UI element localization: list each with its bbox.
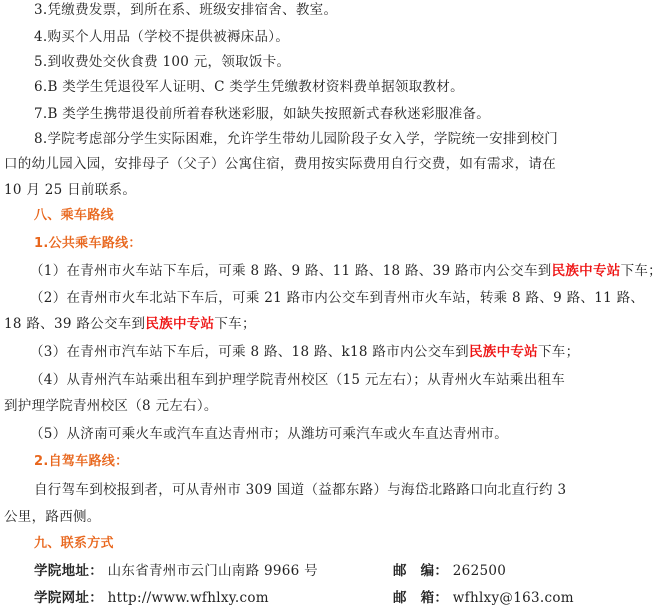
public-transit-heading: 1.公共乘车路线： [34,236,142,251]
contact-row-address [0,561,662,581]
note-item-3: 3.凭缴费发票，到所在系、班级安排宿舍、教室。 [34,2,338,18]
route-2-line-2 [0,314,662,334]
route-1 [0,261,662,281]
route-1-end: 下车； [620,263,662,279]
website-link[interactable]: http://www.wfhlxy.com [107,590,269,606]
self-drive-line-1: 自行驾车到校报到者，可从青州市 309 国道（益都东路）与海岱北路路口向北直行约 3 [34,482,567,498]
website-label: 学院网址： [34,590,103,606]
postcode-label: 邮 编： [393,563,449,579]
postcode-value: 262500 [452,563,507,579]
note-item-8-line-3: 10 月 25 日前联系。 [4,182,137,198]
contact-row-web [0,588,662,608]
address-value: 山东省青州市云门山南路 9966 号 [107,563,318,579]
route-1-stop: 民族中专站 [551,263,621,279]
route-4-line-2: 到护理学院青州校区（8 元左右）。 [4,398,218,414]
email-label: 邮 箱： [393,590,449,606]
section-heading-routes: 八、乘车路线 [34,208,114,223]
route-2-end: 下车； [214,316,256,332]
section-heading-contact: 九、联系方式 [34,536,114,551]
address-label: 学院地址： [34,563,103,579]
note-item-8-line-2: 口的幼儿园入园，安排母子（父子）公寓住宿，费用按实际费用自行交费，如有需求，请在 [4,156,556,172]
route-2-stop: 民族中专站 [145,316,215,332]
route-5: （5）从济南可乘火车或汽车直达青州市；从潍坊可乘汽车或火车直达青州市。 [30,426,509,442]
route-3-stop: 民族中专站 [468,344,538,360]
email [393,588,574,608]
route-3-text: （3）在青州市汽车站下车后，可乘 8 路、18 路、k18 路市内公交车到 [30,344,469,360]
note-item-7: 7.B 类学生携带退役前所着春秋迷彩服，如缺失按照新式春秋迷彩服准备。 [34,106,491,122]
route-2-text: 18 路、39 路公交车到 [4,316,146,332]
route-3-end: 下车； [537,344,580,360]
note-item-8-line-1: 8.学院考虑部分学生实际困难，允许学生带幼儿园阶段子女入学，学院统一安排到校门 [34,131,559,147]
route-1-text: （1）在青州市火车站下车后，可乘 8 路、9 路、11 路、18 路、39 路市内公交车到 [30,263,552,279]
route-3 [0,342,662,362]
note-item-6: 6.B 类学生凭退役军人证明、C 类学生凭缴教材资料费单据领取教材。 [34,79,464,95]
route-2-line-1: （2）在青州市火车北站下车后，可乘 21 路市内公交车到青州市火车站，转乘 8 路、9 路、11 路、 [30,290,645,306]
email-link[interactable]: wfhlxy@163.com [452,590,574,606]
note-item-5: 5.到收费处交伙食费 100 元，领取饭卡。 [34,54,291,70]
note-item-4: 4.购买个人用品（学校不提供被褥床品）。 [34,29,290,45]
postcode [393,561,506,581]
self-drive-heading: 2.自驾车路线： [34,454,129,469]
self-drive-line-2: 公里，路西侧。 [4,509,101,525]
route-4-line-1: （4）从青州汽车站乘出租车到护理学院青州校区（15 元左右）；从青州火车站乘出租车 [30,372,566,388]
